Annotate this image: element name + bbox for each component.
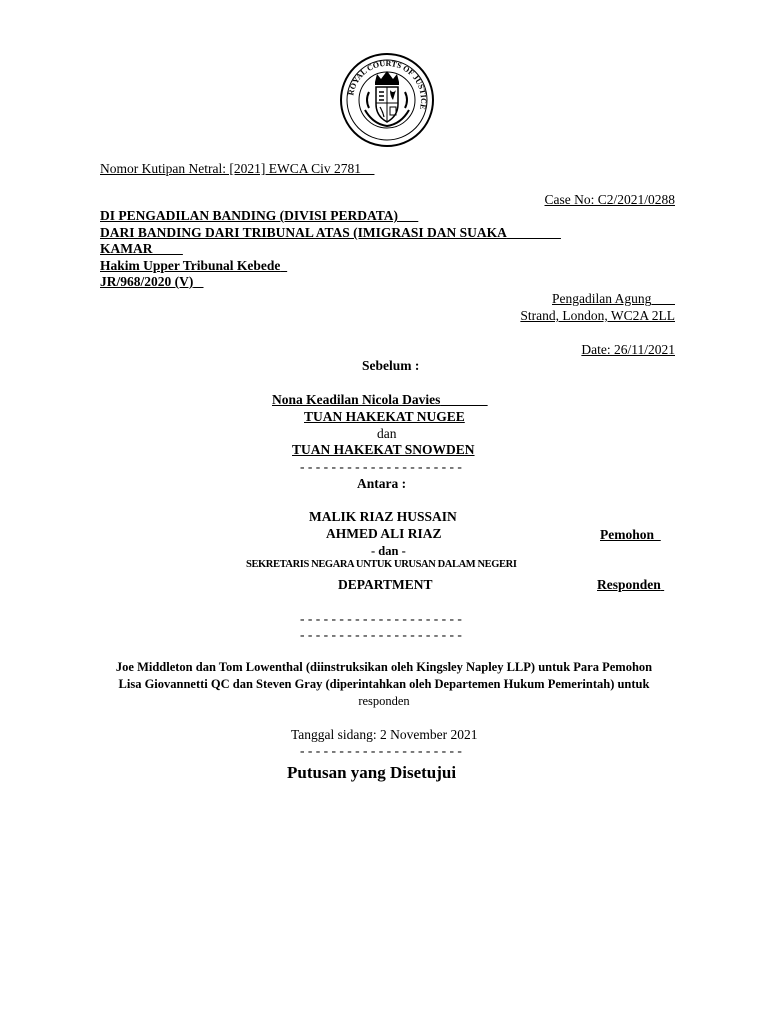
judge-2: TUAN HAKEKAT NUGEE [304,409,465,424]
case-number: Case No: C2/2021/0288 [544,192,675,207]
neutral-citation [100,161,374,177]
separator-3: - - - - - - - - - - - - - - - - - - - - - [300,627,462,642]
counsel-line-3: responden [358,694,410,708]
crest-icon [339,52,435,148]
and-word: dan [377,426,397,441]
appellant-role: Pemohon [600,527,654,542]
between-label: Antara : [357,476,407,491]
respondent-2: DEPARTMENT [338,577,433,592]
court-line-2: DARI BANDING DARI TRIBUNAL ATAS (IMIGRASI DAN SUAKA [100,225,507,240]
hearing-date: Tanggal sidang: 2 November 2021 [291,727,478,742]
separator-1: - - - - - - - - - - - - - - - - - - - - - [300,459,462,474]
respondent-role: Responden [597,577,661,592]
venue-line-2: Strand, London, WC2A 2LL [520,308,675,323]
appellant-2: AHMED ALI RIAZ [326,526,442,541]
counsel-line-1: Joe Middleton dan Tom Lowenthal (diinstruksikan oleh Kingsley Napley LLP) untuk Para Pemohon [115,660,653,674]
counsel-line-2: Lisa Giovannetti QC dan Steven Gray (diperintahkan oleh Departemen Hukum Pemerintah) untuk [118,677,650,691]
court-line-5: JR/968/2020 (V) [100,274,194,289]
judgment-date: Date: 26/11/2021 [581,342,675,357]
court-line-4: Hakim Upper Tribunal Kebede [100,258,281,273]
crest-ring-text: ROYAL COURTS OF JUSTICE [346,58,429,111]
respondent-1: SEKRETARIS NEGARA UNTUK URUSAN DALAM NEGERI [246,559,517,570]
royal-courts-crest [339,52,435,148]
venue-line-1: Pengadilan Agung [552,291,652,306]
judgment-title: Putusan yang Disetujui [287,763,457,782]
before-label: Sebelum : [362,358,420,373]
judge-3: TUAN HAKEKAT SNOWDEN [292,442,475,457]
court-line-3: KAMAR [100,241,153,256]
dan-word: - dan - [371,544,406,558]
judge-1: Nona Keadilan Nicola Davies [272,392,441,407]
separator-2: - - - - - - - - - - - - - - - - - - - - - [300,611,462,626]
appellant-1: MALIK RIAZ HUSSAIN [309,509,457,524]
court-line-1: DI PENGADILAN BANDING (DIVISI PERDATA) [100,208,399,223]
separator-4: - - - - - - - - - - - - - - - - - - - - - [300,743,462,758]
citation-text: Nomor Kutipan Netral: [2021] EWCA Civ 2781 [100,161,361,176]
